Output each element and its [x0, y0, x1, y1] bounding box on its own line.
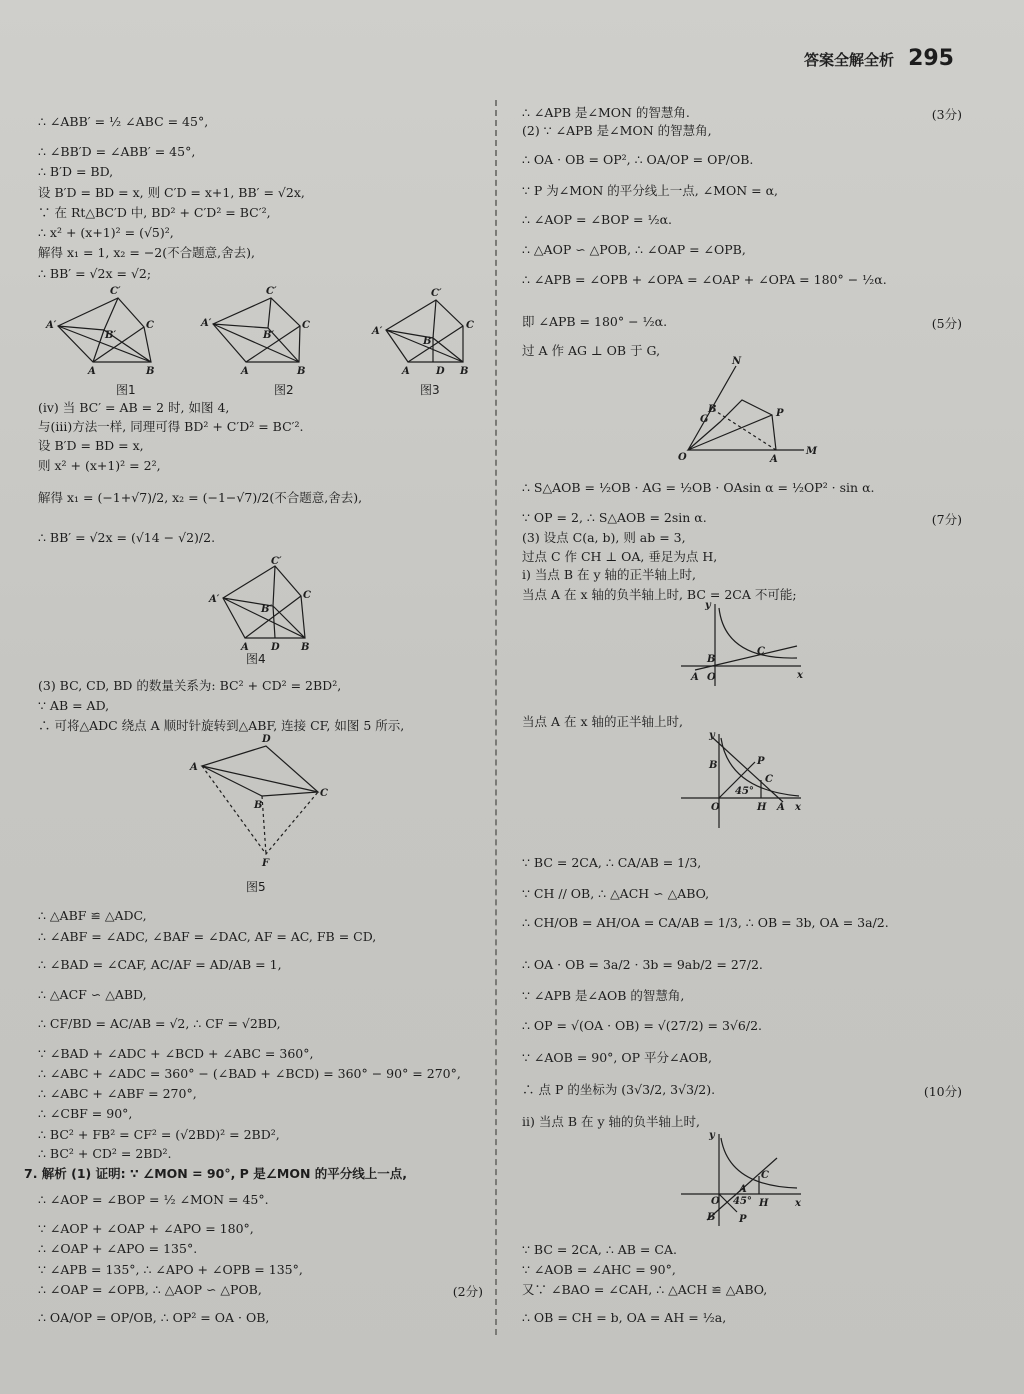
text-line: ∴ ∠OAP = ∠OPB, ∴ △AOP ∽ △POB, [38, 1282, 262, 1297]
text-line: 设 B′D = BD = x, 则 C′D = x+1, BB′ = √2x, [38, 185, 305, 200]
svg-text:O: O [707, 672, 716, 683]
svg-text:B′: B′ [263, 330, 275, 341]
text-line: (3) 设点 C(a, b), 则 ab = 3, [522, 530, 686, 545]
caption-fig5: 图5 [246, 880, 266, 894]
svg-text:C: C [302, 320, 310, 331]
text-line: 过 A 作 AG ⊥ OB 于 G, [522, 343, 661, 358]
text-line: ∴ △ACF ∽ △ABD, [38, 987, 147, 1002]
svg-text:O: O [711, 1196, 720, 1207]
text-line: (iv) 当 BC′ = AB = 2 时, 如图 4, [38, 400, 230, 415]
text-line: ∴ CH/OB = AH/OA = CA/AB = 1/3, ∴ OB = 3b, OA = 3a/2. [522, 915, 889, 930]
svg-text:C: C [303, 590, 311, 601]
text-line: ∵ ∠BAD + ∠ADC + ∠BCD + ∠ABC = 360°, [38, 1046, 314, 1061]
caption-fig2: 图2 [274, 383, 294, 397]
text-line: ∴ ∠AOP = ∠BOP = ½α. [522, 212, 673, 227]
text-line: ∵ 在 Rt△BC′D 中, BD² + C′D² = BC′², [38, 205, 271, 220]
text-line: ∴ ∠APB = ∠OPB + ∠OPA = ∠OAP + ∠OPA = 180° − ½α. [522, 272, 887, 287]
svg-text:B′: B′ [105, 330, 117, 341]
figure-3 [386, 300, 463, 362]
svg-text:B: B [709, 760, 718, 771]
score-7: (7分) [931, 512, 962, 527]
svg-text:B: B [707, 1212, 716, 1223]
svg-text:B: B [707, 654, 716, 665]
svg-text:A′: A′ [209, 594, 220, 605]
svg-text:x: x [797, 670, 803, 681]
text-line: ∴ BB′ = √2x = √2; [38, 266, 152, 281]
graph-case-1 [677, 600, 807, 690]
question-7-heading: 7. 解析 (1) 证明: ∵ ∠MON = 90°, P 是∠MON 的平分线上一点, [24, 1166, 408, 1181]
score-3: (3分) [931, 107, 962, 122]
svg-text:C′: C′ [431, 288, 442, 299]
text-line: ∴ x² + (x+1)² = (√5)², [38, 225, 174, 240]
text-line: ∴ B′D = BD, [38, 164, 114, 179]
text-line: ∴ ∠BB′D = ∠ABB′ = 45°, [38, 144, 196, 159]
svg-text:C′: C′ [266, 286, 277, 297]
text-line: ∵ ∠APB = 135°, ∴ ∠APO + ∠OPB = 135°, [38, 1262, 303, 1277]
svg-text:x: x [795, 1198, 801, 1209]
text-line: ∵ CH // OB, ∴ △ACH ∽ △ABO, [522, 886, 710, 901]
column-divider [495, 100, 497, 1335]
text-line: ∴ △ABF ≌ △ADC, [38, 908, 147, 923]
svg-text:P: P [739, 1214, 747, 1225]
svg-text:y: y [709, 1130, 715, 1141]
score-5: (5分) [931, 316, 962, 331]
svg-text:y: y [705, 600, 711, 611]
svg-text:A′: A′ [201, 318, 212, 329]
svg-text:D: D [436, 366, 445, 377]
text-line: 过点 C 作 CH ⊥ OA, 垂足为点 H, [522, 549, 718, 564]
svg-text:C: C [761, 1170, 769, 1181]
text-line: ∵ BC = 2CA, ∴ AB = CA. [522, 1242, 677, 1257]
svg-text:D: D [271, 642, 280, 653]
svg-text:45°: 45° [735, 786, 754, 797]
caption-fig1: 图1 [116, 383, 136, 397]
graph-case-3 [677, 1130, 807, 1230]
svg-text:A′: A′ [372, 326, 383, 337]
text-line: 当点 A 在 x 轴的正半轴上时, [522, 714, 683, 729]
svg-text:A: A [402, 366, 410, 377]
figure-2 [213, 298, 300, 362]
text-line: ∴ S△AOB = ½OB · AG = ½OB · OAsin α = ½OP² · sin α. [522, 480, 875, 495]
text-line: ∴ 点 P 的坐标为 (3√3/2, 3√3/2). [522, 1082, 716, 1097]
svg-text:B′: B′ [261, 604, 273, 615]
text-line: i) 当点 B 在 y 轴的正半轴上时, [522, 567, 696, 582]
score-10: (10分) [923, 1084, 962, 1099]
svg-text:A: A [777, 802, 785, 813]
svg-text:A′: A′ [46, 320, 57, 331]
text-line: ∴ OB = CH = b, OA = AH = ½a, [522, 1310, 727, 1325]
text-line: ∵ ∠AOB = 90°, OP 平分∠AOB, [522, 1050, 712, 1065]
text-line: ∴ ∠OAP + ∠APO = 135°. [38, 1241, 198, 1256]
text-line: ∴ 可将△ADC 绕点 A 顺时针旋转到△ABF, 连接 CF, 如图 5 所示, [38, 718, 405, 733]
svg-text:C′: C′ [271, 556, 282, 567]
text-line: 即 ∠APB = 180° − ½α. [522, 314, 668, 329]
text-line: ∴ BB′ = √2x = (√14 − √2)/2. [38, 530, 216, 545]
text-line: ∴ OA · OB = OP², ∴ OA/OP = OP/OB. [522, 152, 754, 167]
svg-text:A: A [770, 454, 778, 465]
text-line: ∵ ∠APB 是∠AOB 的智慧角, [522, 988, 685, 1003]
text-line: ∴ BC² + FB² = CF² = (√2BD)² = 2BD², [38, 1127, 280, 1142]
svg-text:B′: B′ [423, 336, 435, 347]
svg-text:45°: 45° [733, 1196, 752, 1207]
text-line: ∵ ∠AOP + ∠OAP + ∠APO = 180°, [38, 1221, 254, 1236]
figure-angle-mon [672, 356, 822, 470]
svg-text:H: H [757, 802, 767, 813]
svg-text:C: C [466, 320, 474, 331]
text-line: 与(iii)方法一样, 同理可得 BD² + C′D² = BC′². [38, 419, 304, 434]
figures-1-3 [38, 282, 478, 377]
svg-text:D: D [262, 734, 271, 745]
text-line: ∴ ∠APB 是∠MON 的智慧角. [522, 105, 690, 120]
text-line: 则 x² + (x+1)² = 2², [38, 458, 161, 473]
text-line: (3) BC, CD, BD 的数量关系为: BC² + CD² = 2BD², [38, 678, 342, 693]
text-line: ∴ OA/OP = OP/OB, ∴ OP² = OA · OB, [38, 1310, 270, 1325]
page-number: 295 [908, 46, 954, 71]
text-line: ∵ ∠AOB = ∠AHC = 90°, [522, 1262, 676, 1277]
text-line: ∴ ∠ABC + ∠ABF = 270°, [38, 1086, 197, 1101]
text-line: (2) ∵ ∠APB 是∠MON 的智慧角, [522, 123, 712, 138]
page-header [804, 46, 954, 71]
svg-text:C′: C′ [110, 286, 121, 297]
text-line: ii) 当点 B 在 y 轴的负半轴上时, [522, 1114, 700, 1129]
score-2: (2分) [452, 1284, 483, 1299]
text-line: ∴ BC² + CD² = 2BD². [38, 1146, 172, 1161]
svg-text:C: C [146, 320, 154, 331]
text-line: ∵ BC = 2CA, ∴ CA/AB = 1/3, [522, 855, 702, 870]
svg-text:P: P [757, 756, 765, 767]
caption-fig3: 图3 [420, 383, 440, 397]
graph-case-2 [677, 730, 807, 830]
text-line: ∵ OP = 2, ∴ S△AOB = 2sin α. [522, 510, 707, 525]
figure-4 [203, 556, 323, 653]
figure-5 [188, 736, 338, 876]
svg-text:B: B [297, 366, 306, 377]
svg-text:y: y [709, 730, 715, 741]
text-line: 设 B′D = BD = x, [38, 438, 144, 453]
svg-text:M: M [806, 446, 818, 457]
svg-text:C: C [320, 788, 328, 799]
caption-fig4: 图4 [246, 652, 266, 666]
header-title: 答案全解全析 [804, 51, 895, 69]
svg-text:B: B [460, 366, 469, 377]
svg-text:A: A [241, 642, 249, 653]
svg-text:O: O [678, 452, 687, 463]
svg-text:A: A [88, 366, 96, 377]
text-line: 当点 A 在 x 轴的负半轴上时, BC = 2CA 不可能; [522, 587, 797, 602]
svg-text:A: A [691, 672, 699, 683]
text-line: ∵ P 为∠MON 的平分线上一点, ∠MON = α, [522, 183, 778, 198]
svg-text:A: A [190, 762, 198, 773]
svg-text:x: x [795, 802, 801, 813]
svg-text:H: H [759, 1198, 769, 1209]
svg-text:N: N [732, 356, 742, 367]
svg-text:A: A [739, 1184, 747, 1195]
svg-text:F: F [262, 858, 270, 869]
svg-text:B: B [708, 404, 717, 415]
svg-text:B: B [254, 800, 263, 811]
text-line: 又∵ ∠BAO = ∠CAH, ∴ △ACH ≌ △ABO, [522, 1282, 768, 1297]
text-line: ∴ OP = √(OA · OB) = √(27/2) = 3√6/2. [522, 1018, 762, 1033]
text-line: ∴ ∠CBF = 90°, [38, 1106, 133, 1121]
text-line: ∴ CF/BD = AC/AB = √2, ∴ CF = √2BD, [38, 1016, 281, 1031]
text-line: ∴ ∠ABF = ∠ADC, ∠BAF = ∠DAC, AF = AC, FB = CD, [38, 929, 377, 944]
text-line: 解得 x₁ = (−1+√7)/2, x₂ = (−1−√7)/2(不合题意,舍去), [38, 490, 363, 505]
text-line: ∴ △AOP ∽ △POB, ∴ ∠OAP = ∠OPB, [522, 242, 746, 257]
text-line: ∴ ∠BAD = ∠CAF, AC/AF = AD/AB = 1, [38, 957, 282, 972]
text-line: ∴ ∠ABC + ∠ADC = 360° − (∠BAD + ∠BCD) = 360° − 90° = 270°, [38, 1066, 461, 1081]
svg-text:O: O [711, 802, 720, 813]
text-line: ∴ OA · OB = 3a/2 · 3b = 9ab/2 = 27/2. [522, 957, 763, 972]
svg-text:P: P [776, 408, 784, 419]
svg-text:A: A [241, 366, 249, 377]
svg-text:C: C [757, 646, 765, 657]
svg-text:G: G [700, 414, 709, 425]
text-line: 解得 x₁ = 1, x₂ = −2(不合题意,舍去), [38, 245, 255, 260]
svg-text:B: B [301, 642, 310, 653]
svg-text:B: B [146, 366, 155, 377]
text-line: ∴ ∠ABB′ = ½ ∠ABC = 45°, [38, 114, 209, 129]
text-line: ∵ AB = AD, [38, 698, 110, 713]
svg-text:C: C [765, 774, 773, 785]
text-line: ∴ ∠AOP = ∠BOP = ½ ∠MON = 45°. [38, 1192, 269, 1207]
